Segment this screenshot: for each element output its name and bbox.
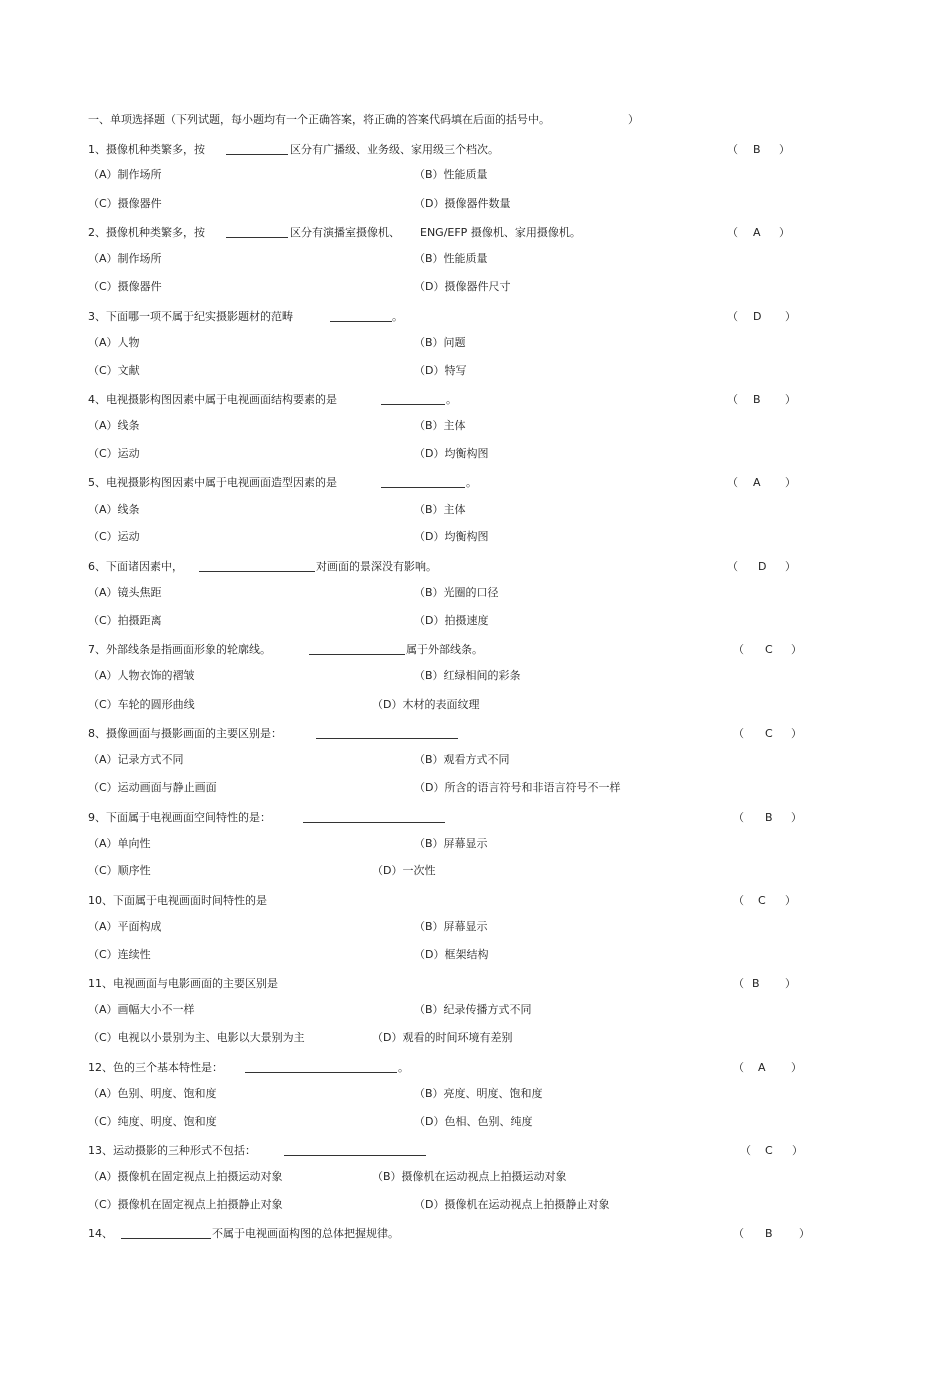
question-7-options-row1 bbox=[0, 668, 950, 684]
answer-key: A bbox=[758, 1061, 766, 1074]
question-text: 3、下面哪一项不属于纪实摄影题材的范畴 bbox=[88, 310, 293, 323]
question-13-options-row2 bbox=[0, 1197, 950, 1213]
option-c: （C）纯度、明度、饱和度 bbox=[88, 1115, 217, 1128]
question-4-options-row2 bbox=[0, 446, 950, 462]
question-8-stem: 8、摄像画面与摄影画面的主要区别是： （ C ） bbox=[88, 727, 802, 740]
question-text: 对画面的景深没有影响。 bbox=[316, 560, 437, 573]
option-d: （D）观看的时间环境有差别 bbox=[372, 1031, 513, 1044]
question-5-options-row1 bbox=[0, 502, 950, 518]
question-3-options-row2 bbox=[0, 363, 950, 379]
question-14-stem: 14、 不属于电视画面构图的总体把握规律。 （ B ） bbox=[88, 1227, 810, 1240]
option-a: （A）人物衣饰的褶皱 bbox=[88, 669, 195, 682]
answer-key: C bbox=[765, 643, 773, 656]
question-2-options-row1 bbox=[0, 251, 950, 267]
question-3-stem: 3、下面哪一项不属于纪实摄影题材的范畴 。 （ D ） bbox=[88, 310, 796, 323]
option-c: （C）摄像机在固定视点上拍摄静止对象 bbox=[88, 1198, 283, 1211]
option-a: （A）制作场所 bbox=[88, 252, 162, 265]
question-text: 。 bbox=[446, 393, 457, 406]
option-a: （A）摄像机在固定视点上拍摄运动对象 bbox=[88, 1170, 283, 1183]
question-text: 。 bbox=[466, 476, 477, 489]
option-b: （B）观看方式不同 bbox=[414, 753, 510, 766]
answer-key: A bbox=[753, 226, 761, 239]
option-b: （B）屏幕显示 bbox=[414, 920, 488, 933]
question-1-options-row1 bbox=[0, 167, 950, 183]
answer-blank bbox=[284, 1155, 426, 1156]
question-13-options-row1 bbox=[0, 1169, 950, 1185]
option-c: （C）摄像器件 bbox=[88, 280, 162, 293]
question-text: 9、下面属于电视画面空间特性的是： bbox=[88, 811, 271, 824]
option-a: （A）单向性 bbox=[88, 837, 151, 850]
option-d: （D）均衡构图 bbox=[414, 530, 489, 543]
section-close-paren: ） bbox=[628, 113, 639, 126]
question-10-stem: 10、下面属于电视画面时间特性的是 （ C ） bbox=[88, 894, 796, 907]
option-d: （D）摄像器件数量 bbox=[414, 197, 511, 210]
option-a: （A）人物 bbox=[88, 336, 140, 349]
answer-key: B bbox=[765, 1227, 773, 1240]
option-c: （C）顺序性 bbox=[88, 864, 151, 877]
option-b: （B）光圈的口径 bbox=[414, 586, 499, 599]
option-c: （C）运动 bbox=[88, 447, 140, 460]
option-a: （A）线条 bbox=[88, 503, 140, 516]
option-a: （A）记录方式不同 bbox=[88, 753, 184, 766]
option-c: （C）电视以小景别为主、电影以大景别为主 bbox=[88, 1031, 305, 1044]
question-1-stem: 1、摄像机种类繁多，按 区分有广播级、业务级、家用级三个档次。 （ B ） bbox=[88, 143, 790, 156]
question-7-stem: 7、外部线条是指画面形象的轮廓线。 属于外部线条。 （ C ） bbox=[88, 643, 802, 656]
option-d: （D）均衡构图 bbox=[414, 447, 489, 460]
answer-key: C bbox=[758, 894, 766, 907]
option-b: （B）亮度、明度、饱和度 bbox=[414, 1087, 543, 1100]
option-b: （B）摄像机在运动视点上拍摄运动对象 bbox=[372, 1170, 567, 1183]
option-b: （B）主体 bbox=[414, 419, 466, 432]
answer-key: B bbox=[753, 393, 761, 406]
question-6-options-row1 bbox=[0, 585, 950, 601]
answer-blank bbox=[245, 1072, 397, 1073]
question-5-options-row2 bbox=[0, 529, 950, 545]
option-b: （B）主体 bbox=[414, 503, 466, 516]
question-1-options-row2 bbox=[0, 196, 950, 212]
option-b: （B）屏幕显示 bbox=[414, 837, 488, 850]
option-c: （C）拍摄距离 bbox=[88, 614, 162, 627]
answer-key: C bbox=[765, 1144, 773, 1157]
option-c: （C）摄像器件 bbox=[88, 197, 162, 210]
question-text: 区分有广播级、业务级、家用级三个档次。 bbox=[290, 143, 499, 156]
question-9-options-row2 bbox=[0, 863, 950, 879]
question-text: 1、摄像机种类繁多，按 bbox=[88, 143, 205, 156]
question-text: 2、摄像机种类繁多，按 bbox=[88, 226, 205, 239]
answer-blank bbox=[316, 738, 458, 739]
question-9-options-row1 bbox=[0, 836, 950, 852]
question-4-options-row1 bbox=[0, 418, 950, 434]
option-d: （D）木材的表面纹理 bbox=[372, 698, 480, 711]
question-text: ENG/EFP 摄像机、家用摄像机。 bbox=[420, 226, 581, 239]
option-d: （D）框架结构 bbox=[414, 948, 489, 961]
option-d: （D）摄像机在运动视点上拍摄静止对象 bbox=[414, 1198, 610, 1211]
question-10-options-row1 bbox=[0, 919, 950, 935]
option-b: （B）性能质量 bbox=[414, 252, 488, 265]
answer-blank bbox=[226, 154, 288, 155]
question-5-stem: 5、电视摄影构图因素中属于电视画面造型因素的是 。 （ A ） bbox=[88, 476, 796, 489]
answer-key: D bbox=[753, 310, 762, 323]
question-12-stem: 12、色的三个基本特性是： 。 （ A ） bbox=[88, 1061, 802, 1074]
option-b: （B）红绿相间的彩条 bbox=[414, 669, 521, 682]
question-6-stem: 6、下面诸因素中， 对画面的景深没有影响。 （ D ） bbox=[88, 560, 796, 573]
question-6-options-row2 bbox=[0, 613, 950, 629]
option-a: （A）线条 bbox=[88, 419, 140, 432]
question-text: 不属于电视画面构图的总体把握规律。 bbox=[212, 1227, 399, 1240]
answer-blank bbox=[381, 487, 465, 488]
answer-blank bbox=[309, 654, 405, 655]
question-text: 属于外部线条。 bbox=[406, 643, 483, 656]
question-text: 。 bbox=[398, 1061, 409, 1074]
answer-blank bbox=[226, 237, 288, 238]
question-10-options-row2 bbox=[0, 947, 950, 963]
option-c: （C）文献 bbox=[88, 364, 140, 377]
answer-key: A bbox=[753, 476, 761, 489]
option-a: （A）镜头焦距 bbox=[88, 586, 162, 599]
answer-blank bbox=[330, 321, 392, 322]
answer-blank bbox=[121, 1238, 211, 1239]
question-11-stem: 11、电视画面与电影画面的主要区别是 （ B ） bbox=[88, 977, 796, 990]
option-c: （C）运动画面与静止画面 bbox=[88, 781, 217, 794]
question-7-options-row2 bbox=[0, 697, 950, 713]
question-text: 区分有演播室摄像机、 bbox=[290, 226, 400, 239]
option-d: （D）特写 bbox=[414, 364, 467, 377]
answer-key: B bbox=[752, 977, 760, 990]
question-8-options-row1 bbox=[0, 752, 950, 768]
option-a: （A）画幅大小不一样 bbox=[88, 1003, 195, 1016]
question-text: 5、电视摄影构图因素中属于电视画面造型因素的是 bbox=[88, 476, 337, 489]
option-c: （C）车轮的圆形曲线 bbox=[88, 698, 195, 711]
option-d: （D）一次性 bbox=[372, 864, 436, 877]
option-a: （A）制作场所 bbox=[88, 168, 162, 181]
question-11-options-row1 bbox=[0, 1002, 950, 1018]
section-title: 一、单项选择题（下列试题，每小题均有一个正确答案，将正确的答案代码填在后面的括号中。 bbox=[88, 113, 550, 126]
question-text: 4、电视摄影构图因素中属于电视画面结构要素的是 bbox=[88, 393, 337, 406]
option-b: （B）纪录传播方式不同 bbox=[414, 1003, 532, 1016]
question-text: 。 bbox=[392, 310, 403, 323]
option-d: （D）拍摄速度 bbox=[414, 614, 489, 627]
option-a: （A）色别、明度、饱和度 bbox=[88, 1087, 217, 1100]
answer-key: B bbox=[765, 811, 773, 824]
answer-blank bbox=[303, 822, 445, 823]
section-header bbox=[0, 112, 950, 128]
answer-blank bbox=[199, 571, 315, 572]
answer-blank bbox=[381, 404, 445, 405]
option-c: （C）运动 bbox=[88, 530, 140, 543]
question-text: 10、下面属于电视画面时间特性的是 bbox=[88, 894, 267, 907]
question-2-stem: 2、摄像机种类繁多，按 区分有演播室摄像机、 ENG/EFP 摄像机、家用摄像机。 （ A ） bbox=[88, 226, 790, 239]
answer-key: B bbox=[753, 143, 761, 156]
answer-key: C bbox=[765, 727, 773, 740]
question-3-options-row1 bbox=[0, 335, 950, 351]
option-d: （D）色相、色别、纯度 bbox=[414, 1115, 533, 1128]
option-b: （B）问题 bbox=[414, 336, 466, 349]
question-4-stem: 4、电视摄影构图因素中属于电视画面结构要素的是 。 （ B ） bbox=[88, 393, 796, 406]
option-d: （D）所含的语言符号和非语言符号不一样 bbox=[414, 781, 621, 794]
question-12-options-row1 bbox=[0, 1086, 950, 1102]
question-text: 6、下面诸因素中， bbox=[88, 560, 183, 573]
question-2-options-row2 bbox=[0, 279, 950, 295]
option-a: （A）平面构成 bbox=[88, 920, 162, 933]
answer-key: D bbox=[758, 560, 767, 573]
question-9-stem: 9、下面属于电视画面空间特性的是： （ B ） bbox=[88, 811, 802, 824]
question-text: 8、摄像画面与摄影画面的主要区别是： bbox=[88, 727, 282, 740]
question-text: 14、 bbox=[88, 1227, 113, 1240]
question-12-options-row2 bbox=[0, 1114, 950, 1130]
option-d: （D）摄像器件尺寸 bbox=[414, 280, 511, 293]
question-text: 13、运动摄影的三种形式不包括： bbox=[88, 1144, 256, 1157]
question-text: 12、色的三个基本特性是： bbox=[88, 1061, 223, 1074]
option-b: （B）性能质量 bbox=[414, 168, 488, 181]
option-c: （C）连续性 bbox=[88, 948, 151, 961]
question-text: 11、电视画面与电影画面的主要区别是 bbox=[88, 977, 278, 990]
question-8-options-row2 bbox=[0, 780, 950, 796]
question-13-stem: 13、运动摄影的三种形式不包括： （ C ） bbox=[88, 1144, 803, 1157]
question-11-options-row2 bbox=[0, 1030, 950, 1046]
question-text: 7、外部线条是指画面形象的轮廓线。 bbox=[88, 643, 271, 656]
